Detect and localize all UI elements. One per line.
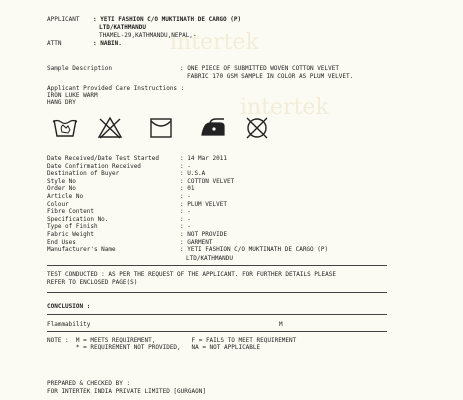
attn-label: ATTN [47, 40, 62, 47]
detail-label: Colour [47, 200, 69, 208]
detail-value: : - [180, 223, 191, 231]
note-line: NOTE : M = MEETS REQUIREMENT, F = FAILS TO MEET REQUIREMENT [47, 337, 297, 344]
detail-value: : PLUM VELVET [180, 200, 227, 208]
conclusion-result: M [279, 321, 283, 328]
care-instructions-heading: Applicant Provided Care Instructions : [47, 85, 185, 92]
prepared-by: PREPARED & CHECKED BY : [47, 380, 131, 387]
applicant-address: THAMEL-29,KATHMANDU,NEPAL,- [99, 32, 197, 39]
test-conducted-line2: REFER TO ENCLOSED PAGE(S) [47, 279, 138, 286]
iron-low-icon [199, 116, 227, 140]
detail-label: Date Received/Date Test Started [47, 155, 159, 162]
detail-value: : NOT PROVIDE [180, 231, 227, 238]
note-line: * = REQUIREMENT NOT PROVIDED, NA = NOT APPLICABLE [47, 344, 261, 351]
divider [47, 314, 387, 315]
detail-value: : - [180, 193, 191, 200]
sample-description-value-line2: FABRIC 170 GSM SAMPLE IN COLOR AS PLUM VELVET. [187, 73, 354, 80]
detail-label: Fibre Content [47, 208, 94, 216]
prepared-for: FOR INTERTEK INDIA PRIVATE LIMITED [GURGAON] [47, 388, 206, 395]
sample-description-value: : ONE PIECE OF SUBMITTED WOVEN COTTON VELVET [180, 65, 339, 72]
care-instruction-line: HANG DRY [47, 99, 76, 106]
watermark: intertek [170, 30, 259, 55]
applicant-value-line2: LTD/KATHMANDU [99, 24, 146, 31]
do-not-dryclean-icon [244, 116, 270, 140]
detail-label: Manufacturer's Name [47, 246, 116, 254]
care-instruction-line: IRON LUKE WARM [47, 92, 98, 99]
divider [47, 331, 387, 332]
detail-value: : GARMENT [180, 238, 213, 246]
watermark: intertek [240, 95, 329, 120]
detail-label: End Uses [47, 238, 76, 246]
detail-value: : - [180, 162, 191, 170]
test-conducted: TEST CONDUCTED : AS PER THE REQUEST OF THE APPLICANT. FOR FURTHER DETAILS PLEASE [47, 271, 336, 278]
conclusion-item: Flammability [47, 321, 91, 328]
detail-value: : 01 [180, 185, 195, 193]
divider [47, 292, 387, 293]
hand-wash-icon [52, 116, 78, 140]
detail-label: Date Confirmation Received [47, 162, 141, 170]
detail-value: : U.S.A [180, 170, 206, 178]
detail-label: Specification No. [47, 215, 109, 223]
detail-value: : YETI FASHION C/O MUKTINATH DE CARGO (P) [180, 246, 329, 254]
detail-label: Type of Finish [47, 223, 98, 231]
conclusion-heading: CONCLUSION : [47, 303, 91, 310]
detail-label: Style No [47, 177, 76, 185]
detail-value: : COTTON VELVET [180, 177, 235, 185]
detail-label: Article No [47, 193, 84, 200]
detail-value: : - [180, 215, 191, 223]
detail-label: Order No [47, 185, 76, 193]
hang-dry-icon [149, 116, 173, 140]
applicant-value: : YETI FASHION C/O MUKTINATH DE CARGO (P) [93, 16, 242, 23]
do-not-bleach-icon [97, 116, 123, 140]
divider [47, 265, 387, 266]
applicant-label: APPLICANT [47, 16, 80, 23]
detail-value: : 14 Mar 2011 [180, 155, 227, 162]
manufacturer-name-line2: LTD/KATHMANDU [186, 255, 233, 262]
sample-description-label: Sample Description [47, 65, 113, 72]
detail-label: Destination of Buyer [47, 170, 120, 178]
attn-value: : NABIN. [93, 40, 122, 47]
detail-label: Fabric Weight [47, 231, 94, 238]
detail-value: : - [180, 208, 191, 216]
